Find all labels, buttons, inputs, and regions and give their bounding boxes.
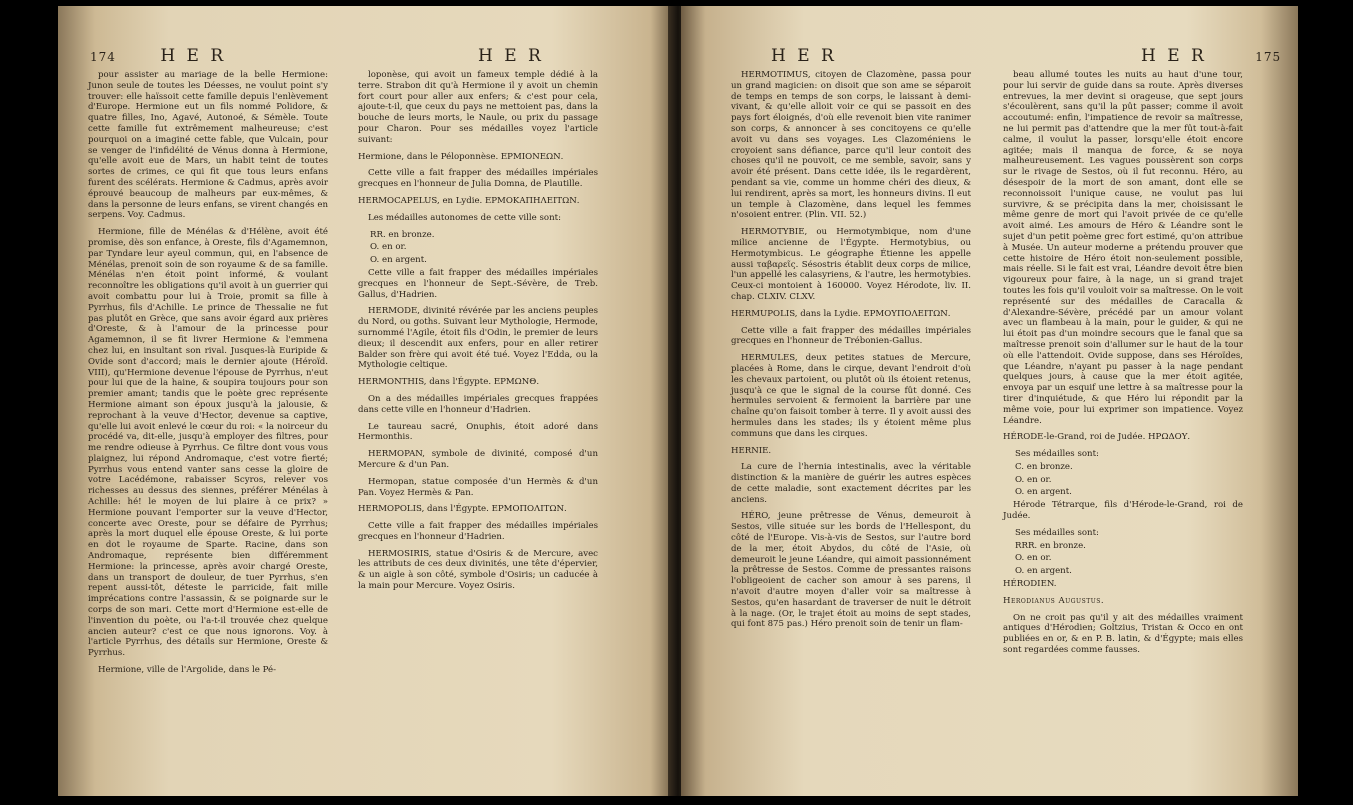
entry-heading: Hermione, dans le Péloponnèse. ΕΡΜΙΟΝΕΩΝ. <box>358 151 564 162</box>
left-header-text: H E R <box>160 46 227 66</box>
medal-line: O. en or. <box>1015 474 1052 485</box>
entry-subheading: Herodianus Augustus. <box>1003 595 1105 606</box>
medal-line: O. en or. <box>1015 553 1052 564</box>
entry-paragraph: Cette ville a fait frapper des médailles impériales grecques en l'honneur de Trébonien-Gallus. <box>731 325 971 347</box>
entry-paragraph: Hérode Tétrarque, fils d'Hérode-le-Grand, roi de Judée. <box>1003 500 1243 522</box>
medal-line: O. en argent. <box>370 255 427 266</box>
entry-paragraph: HERMODE, divinité révérée par les anciens peuples du Nord, ou goths. Suivant leur Mythologie, Hermode, surnommé l'Agile, étoit fils d'Odin, le premier de leurs dieux; il descendit aux enfers, pour en aller retirer Balder son frère qui avoit été tué. Voyez l'Edda, ou la Mythologie celtique. <box>358 306 598 371</box>
left-column-1 <box>88 70 328 682</box>
entry-paragraph: Le taureau sacré, Onuphis, étoit adoré dans Hermonthis. <box>358 421 598 443</box>
right-column-1 <box>731 70 971 636</box>
entry-paragraph: Cette ville a fait frapper des médailles impériales grecques en l'honneur de Sept.-Sévère, de Treb. Gallus, d'Hadrien. <box>358 267 598 300</box>
medal-line: O. en argent. <box>1015 487 1072 498</box>
entry-paragraph: loponèse, qui avoit un fameux temple dédié à la terre. Strabon dit qu'à Hermione il y avoit un chemin fort court pour aller aux enfers; & c'est pour cela, ajoute-t-il, que ceux du pays ne mettoient pas, dans la bouche de leurs morts, le Naule, ou prix du passage pour Charon. Pour ses médailles voyez l'article suivant: <box>358 70 598 145</box>
open-book <box>58 6 1298 796</box>
entry-heading: HERNIE. <box>731 445 772 456</box>
entry-paragraph: HÉRO, jeune prêtresse de Vénus, demeuroit à Sestos, ville située sur les bords de l'Hellespont, du côté de l'Europe. Vis-à-vis de Sestos, sur l'autre bord de la mer, étoit Abydos, du côté de l'Asie, où demeuroit le jeune Léandre, qui aimoit passionnément la prêtresse de Sestos. Comme de pressantes raisons l'obligeoient de cacher son amour à ses parens, il n'avoit d'autre moyen d'aller voir sa maîtresse à Sestos, qu'en hasardant de traverser de nuit le détroit à la nage. (Or, le trajet étoit au moins de sept stades, qui font 875 pas.) Héro prenoit soin de tenir un flam- <box>731 511 971 630</box>
entry-paragraph: pour assister au mariage de la belle Hermione: Junon seule de toutes les Déesses, ne voulut point s'y trouver: elle haïssoit cette famille depuis l'enlèvement d'Europe. Hermione eut un fils nommé Polidore, & quatre filles, Ino, Agavé, Autonoé, & Sémèle. Toute cette famille fut extrêmement malheureuse; c'est pourquoi on a imaginé cette fable, que Vulcain, pour se venger de l'infidélité de Vénus donna à Hermione, qu'elle avoit eue de Mars, un habit teint de toutes sortes de crimes, ce qui fit que tous leurs enfans furent des scélérats. Hermione & Cadmus, après avoir éprouvé beaucoup de malheurs par eux-mêmes, & dans la personne de leurs enfans, se virent changés en serpens. Voy. Cadmus. <box>88 70 328 221</box>
entry-paragraph: beau allumé toutes les nuits au haut d'une tour, pour lui servir de guide dans sa route. Après diverses entrevues, la mer devint si orageuse, que sept jours s'écoulèrent, sans qu'il la pût passer; comme il avoit accoutumé: enfin, l'impatience de revoir sa maîtresse, ne lui permit pas d'attendre que la mer fût tout-à-fait calme, il voulut la passer, lorsqu'elle étoit encore agitée; mais il manqua de force, & se noya malheureusement. Les vagues poussèrent son corps sur le rivage de Sestos, où il fut reconnu. Héro, au désespoir de la mort de son amant, dont elle se reconnoissoit l'unique cause, ne voulut pas lui survivre, & se précipita dans la mer, choisissant le même genre de mort qui l'avoit privée de ce qu'elle avoit aimé. Les amours de Héro & Léandre sont le sujet d'un petit poème grec fort estimé, qu'on attribue à Musée. Un auteur moderne a prétendu prouver que cette histoire de Héro étoit non-seulement possible, mais réelle. Si le fait est vrai, Léandre devoit être bien vigoureux pour faire, à la nage, un si grand trajet toutes les fois qu'il vouloit voir sa maîtresse. On le voit représenté sur des médailles de Caracalla & d'Alexandre-Sévère, précédé par un amour volant avec un flambeau à la main, pour le guider, & qui ne lui étoit pas d'un moindre secours que le fanal que sa maîtresse prenoit soin d'allumer sur le haut de la tour où elle l'attendoit. Ovide suppose, dans ses Héroïdes, que Léandre, n'ayant pu passer à la nage pendant quelques jours, à cause que la mer étoit agitée, envoya par un esquif une lettre à sa maîtresse pour la tirer d'inquiétude, & que Héro lui répondit par la même voie, pour lui exprimer son impatience. Voyez Léandre. <box>1003 70 1243 426</box>
entry-heading: HÉRODIEN. <box>1003 579 1057 590</box>
entry-paragraph: Hermopan, statue composée d'un Hermès & d'un Pan. Voyez Hermès & Pan. <box>358 476 598 498</box>
left-page-header-right: H E R <box>478 46 544 66</box>
entry-paragraph: Cette ville a fait frapper des médailles impériales grecques en l'honneur d'Hadrien. <box>358 521 598 542</box>
entry-heading: HERMOPOLIS, dans l'Égypte. ΕΡΜΟΠΟΛΙΤΩΝ. <box>358 504 567 515</box>
entry-heading: HERMONTHIS, dans l'Égypte. ΕΡΜΩΝΘ. <box>358 377 540 388</box>
entry-paragraph: Hermione, ville de l'Argolide, dans le Pé- <box>98 665 276 676</box>
left-column-2 <box>358 70 598 598</box>
entry-paragraph: HERMOTYBIE, ou Hermotymbique, nom d'une milice ancienne de l'Égypte. Hermotybius, ou Hermotymbicus. Le géographe Étienne les appelle aussi ταβαρεῖς. Sésostris établit deux corps de milice, l'un appellé les calasyriens, & l'autre, les hermotybies. Ceux-ci montoient à 160000. Voyez Hérodote, liv. II. chap. CLXIV. CLXV. <box>731 227 971 302</box>
entry-paragraph: Cette ville a fait frapper des médailles impériales grecques en l'honneur de Julia Domna, de Plautille. <box>358 168 598 190</box>
entry-paragraph: Hermione, fille de Ménélas & d'Hélène, avoit été promise, dès son enfance, à Oreste, fils d'Agamemnon, par Tyndare leur ayeul commun, qui, en l'absence de Ménélas, prenoit soin de son royaume & de sa famille. Ménélas n'en étoit point informé, & voulant reconnoître les obligations qu'il avoit à un guerrier qui avoit combattu pour lui à Troie, promit sa fille à Pyrrhus, fils d'Achille. Le prince de Thessalie ne fut pas plutôt en Grèce, que sans avoir égard aux prières d'Oreste, & à l'amour de la princesse pour Agamemnon, il se fit livrer Hermione & l'emmena chez lui, en insultant son rival. Jusques-là Euripide & Ovide sont d'accord; mais le dernier ajoute (Héroïd. VIII), qu'Hermione devenue l'épouse de Pyrrhus, n'eut pour lui que de la haine, & soupira toujours pour son premier amant; tandis que le poète grec représente Hermione aimant son époux jusqu'à la jalousie, & reprochant à la veuve d'Hector, devenue sa captive, qu'elle lui avoit enlevé le cœur du roi: « la noirceur du procédé va, dit-elle, jusqu'à employer des filtres, pour me rendre odieuse à Pyrrhus. Ce filtre dont vous vous plaignez, lui répond Andromaque, c'est votre fierté; Pyrrhus vous entend vanter sans cesse la gloire de votre Lacédémone, rabaisser Scyros, relever vos richesses au dessus des siennes, préférer Ménélas à Achille: hé! le moyen de lui plaire à ce prix? » Hermione pouvant l'emporter sur la veuve d'Hector, concerte avec Oreste, pour se défaire de Pyrrhus; après la mort duquel elle épouse Oreste, & lui porte en dot le royaume de Sparte. Racine, dans son Andromaque, représente bien différemment Hermione: la princesse, après avoir chargé Oreste, dans un transport de douleur, de tuer Pyrrhus, s'en repent aussi-tôt, déteste le parricide, fait mille imprécations contre l'assassin, & se poignarde sur le corps de son mari. Cette mort d'Hermione est-elle de l'invention du poète, ou l'a-t-il trouvée chez quelque ancien auteur? c'est ce que nous ignorons. Voy. à l'article Pyrrhus, des détails sur Hermione, Oreste & Pyrrhus. <box>88 227 328 659</box>
entry-paragraph: HERMOTIMUS, citoyen de Clazomène, passa pour un grand magicien: on disoit que son ame se séparoit de temps en temps de son corps, le laissant à demi-vivant, & qu'elle alloit voir ce qui se passoit en des pays fort éloignés, d'où elle revenoit bien vite ranimer son corps, & annoncer à ses concitoyens ce qu'elle avoit vu dans ses voyages. Les Clazoméniens le croyoient sans défiance, parce qu'il leur contoit des choses qu'il ne pouvoit, ce me semble, savoir, sans y avoir été présent. Dans cette idée, ils le regardèrent, pendant sa vie, comme un homme chéri des dieux, & lui rendirent, après sa mort, les honneurs divins. Il eut un temple à Clazomène, dans lequel les femmes n'osoient entrer. (Plin. VII. 52.) <box>731 70 971 221</box>
medal-line: C. en bronze. <box>1015 461 1073 472</box>
right-page-number: 175 <box>1255 50 1282 64</box>
entry-paragraph: HERMULES, deux petites statues de Mercure, placées à Rome, dans le cirque, devant l'endroit d'où les chevaux partoient, ou plutôt où ils étoient retenus, jusqu'à ce que le signal de la course fût donné. Ces hermules servoient & fermoient la barrière par une chaîne qu'on faisoit tomber à terre. Il y avoit aussi des hermules dans les stades; ils y étoient même plus communs que dans les cirques. <box>731 353 971 439</box>
entry-heading: HÉRODE-le-Grand, roi de Judée. ΗΡΩΔΟΥ. <box>1003 432 1191 443</box>
entry-heading: HERMUPOLIS, dans la Lydie. ΕΡΜΟΥΠΟΛΕΙΤΩΝ. <box>731 308 951 319</box>
entry-paragraph: HERMOSIRIS, statue d'Osiris & de Mercure, avec les attributs de ces deux divinités, une tête d'épervier, & un aigle à son côté, symbole d'Osiris; un caducée à la main pour Mercure. Voyez Osiris. <box>358 548 598 592</box>
entry-paragraph: HERMOPAN, symbole de divinité, composé d'un Mercure & d'un Pan. <box>358 449 598 470</box>
entry-paragraph: Les médailles autonomes de cette ville sont: <box>368 212 561 223</box>
entry-paragraph: On a des médailles impériales grecques frappées dans cette ville en l'honneur d'Hadrien. <box>358 393 598 415</box>
left-page <box>58 6 675 796</box>
right-page-header-left: H E R <box>771 46 837 66</box>
entry-paragraph: La cure de l'hernia intestinalis, avec la véritable distinction & la manière de guérir les autres espèces de cette maladie, sont exactement décrites par les anciens. <box>731 462 971 505</box>
medal-line: O. en argent. <box>1015 566 1072 577</box>
medal-line: RRR. en bronze. <box>1015 540 1086 551</box>
right-page-header-right <box>1141 46 1281 66</box>
left-page-header-left <box>90 46 226 66</box>
right-page <box>681 6 1298 796</box>
entry-paragraph: On ne croit pas qu'il y ait des médailles vraiment antiques d'Hérodien; Goltzius, Tristan & Occo en ont publiées en or, & en P. B. latin, & d'Égypte; mais elles sont regardées comme fausses. <box>1003 612 1243 656</box>
right-column-2 <box>1003 70 1243 662</box>
left-page-number: 174 <box>90 50 116 64</box>
right-header-text: H E R <box>1141 46 1207 66</box>
medal-line: RR. en bronze. <box>370 229 435 240</box>
medal-line: O. en or. <box>370 242 407 253</box>
medal-line: Ses médailles sont: <box>1015 449 1099 460</box>
medal-line: Ses médailles sont: <box>1015 527 1099 538</box>
entry-heading: HERMOCAPELUS, en Lydie. ΕΡΜΟΚΑΠΗΛΕΙΤΩΝ. <box>358 195 580 206</box>
